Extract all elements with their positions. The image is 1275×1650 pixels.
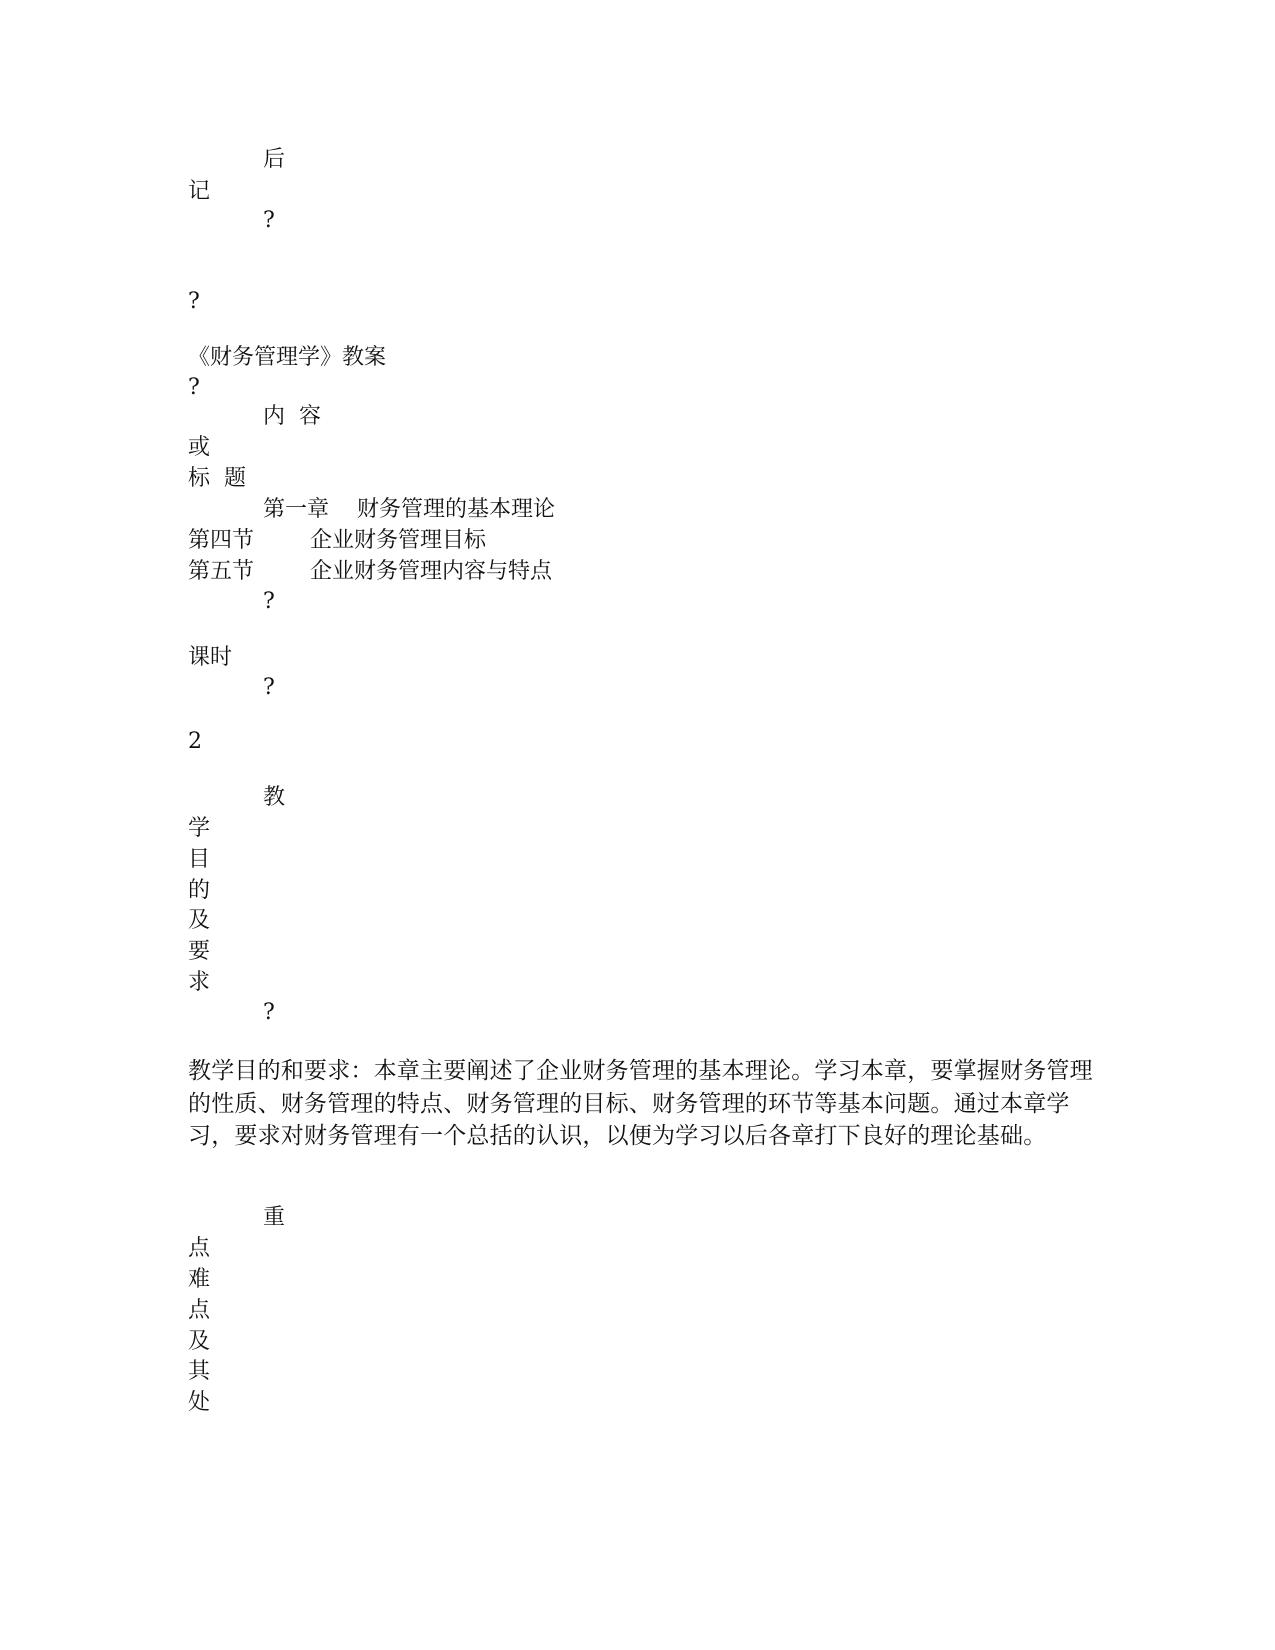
chapter-question-mark: ? (263, 589, 275, 614)
header-question-mark: ? (263, 208, 275, 233)
hours-label: 课时 (188, 645, 233, 670)
keypoints-label-char-4: 点 (188, 1298, 211, 1323)
keypoints-label-char-1: 重 (263, 1205, 286, 1230)
objectives-label-char-2: 学 (188, 816, 211, 841)
objectives-label-char-5: 及 (188, 908, 211, 933)
keypoints-label-char-5: 及 (188, 1329, 211, 1354)
objectives-label-char-1: 教 (263, 785, 286, 810)
keypoints-label-char-2: 点 (188, 1236, 211, 1261)
objectives-paragraph: 教学目的和要求：本章主要阐述了企业财务管理的基本理论。学习本章，要掌握财务管理的性质、财务管理的特点、财务管理的目标、财务管理的环节等基本问题。通过本章学习，要求对财务管理有一个总括的认识，以便为学习以后各章打下良好的理论基础。 (188, 1058, 1093, 1149)
objectives-question-mark: ? (263, 1000, 275, 1025)
hours-value: 2 (188, 729, 202, 754)
keypoints-label-char-6: 其 (188, 1359, 211, 1384)
section-five: 第五节 企业财务管理内容与特点 (188, 559, 552, 584)
content-label-line3: 标 题 (188, 466, 246, 491)
document-title: 《财务管理学》教案 (188, 345, 387, 370)
content-label-line1: 内 容 (263, 404, 321, 429)
chapter-title: 第一章 财务管理的基本理论 (263, 497, 555, 522)
hours-question-mark: ? (263, 675, 275, 700)
header-char-hou: 后 (263, 147, 286, 172)
objectives-label-char-6: 要 (188, 939, 211, 964)
keypoints-label-char-3: 难 (188, 1267, 211, 1292)
header-char-ji: 记 (188, 179, 211, 204)
content-label-line2: 或 (188, 435, 211, 460)
objectives-label-char-3: 目 (188, 847, 211, 872)
title-question-mark: ? (188, 375, 200, 400)
keypoints-label-char-7: 处 (188, 1390, 211, 1415)
header-question-mark-2: ? (188, 289, 200, 314)
section-four: 第四节 企业财务管理目标 (188, 528, 486, 553)
objectives-label-char-4: 的 (188, 878, 211, 903)
objectives-label-char-7: 求 (188, 970, 211, 995)
